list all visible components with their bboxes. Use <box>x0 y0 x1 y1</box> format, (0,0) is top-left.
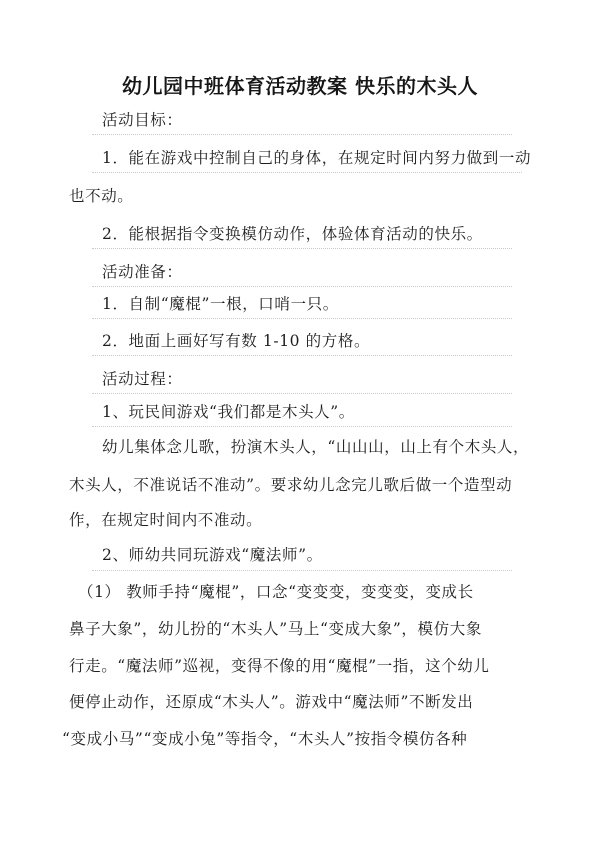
line-divider <box>92 172 522 173</box>
preparation-1: 1．自制“魔棍”一根，口哨一只。 <box>102 295 339 313</box>
process-2-body-line-1: （1） 教师手持“魔棍”，口念“变变变，变变变，变成长 <box>78 583 474 601</box>
process-2-title: 2、师幼共同玩游戏“魔法师”。 <box>102 546 323 564</box>
process-2-body-line-4: 便停止动作，还原成“木头人”。游戏中“魔法师”不断发出 <box>69 693 474 711</box>
process-heading: 活动过程： <box>102 370 183 388</box>
process-1-title: 1、玩民间游戏“我们都是木头人”。 <box>102 403 355 421</box>
objective-2: 2．能根据指令变换模仿动作，体验体育活动的快乐。 <box>102 225 483 243</box>
objectives-heading: 活动目标： <box>102 111 183 129</box>
line-divider <box>92 248 512 249</box>
process-1-body-line-3: 作，在规定时间内不准动。 <box>69 511 263 529</box>
line-divider <box>92 426 512 427</box>
preparation-heading: 活动准备： <box>102 263 183 281</box>
process-2-body-line-3: 行走。“魔法师”巡视，变得不像的用“魔棍”一指，这个幼儿 <box>69 657 490 675</box>
process-2-body-line-5: “变成小马”“变成小兔”等指令，“木头人”按指令模仿各种 <box>62 730 468 748</box>
line-divider <box>92 286 512 287</box>
process-1-body-line-2: 木头人，不准说话不准动”。要求幼儿念完儿歌后做一个造型动 <box>69 476 513 494</box>
line-divider <box>92 355 512 356</box>
preparation-2: 2．地面上画好写有数 1-10 的方格。 <box>102 332 371 350</box>
objective-1-line-2: 也不动。 <box>69 187 134 205</box>
process-1-body-line-1: 幼儿集体念儿歌，扮演木头人，“山山山，山上有个木头人， <box>102 438 530 456</box>
process-2-body-line-2: 鼻子大象”，幼儿扮的“木头人”马上“变成大象”，模仿大象 <box>69 620 482 638</box>
line-divider <box>92 318 512 319</box>
document-title: 幼儿园中班体育活动教案 快乐的木头人 <box>122 74 478 98</box>
line-divider <box>92 134 512 135</box>
line-divider <box>92 393 512 394</box>
line-divider <box>92 570 512 571</box>
objective-1-line-1: 1．能在游戏中控制自己的身体，在规定时间内努力做到一动 <box>102 149 532 167</box>
